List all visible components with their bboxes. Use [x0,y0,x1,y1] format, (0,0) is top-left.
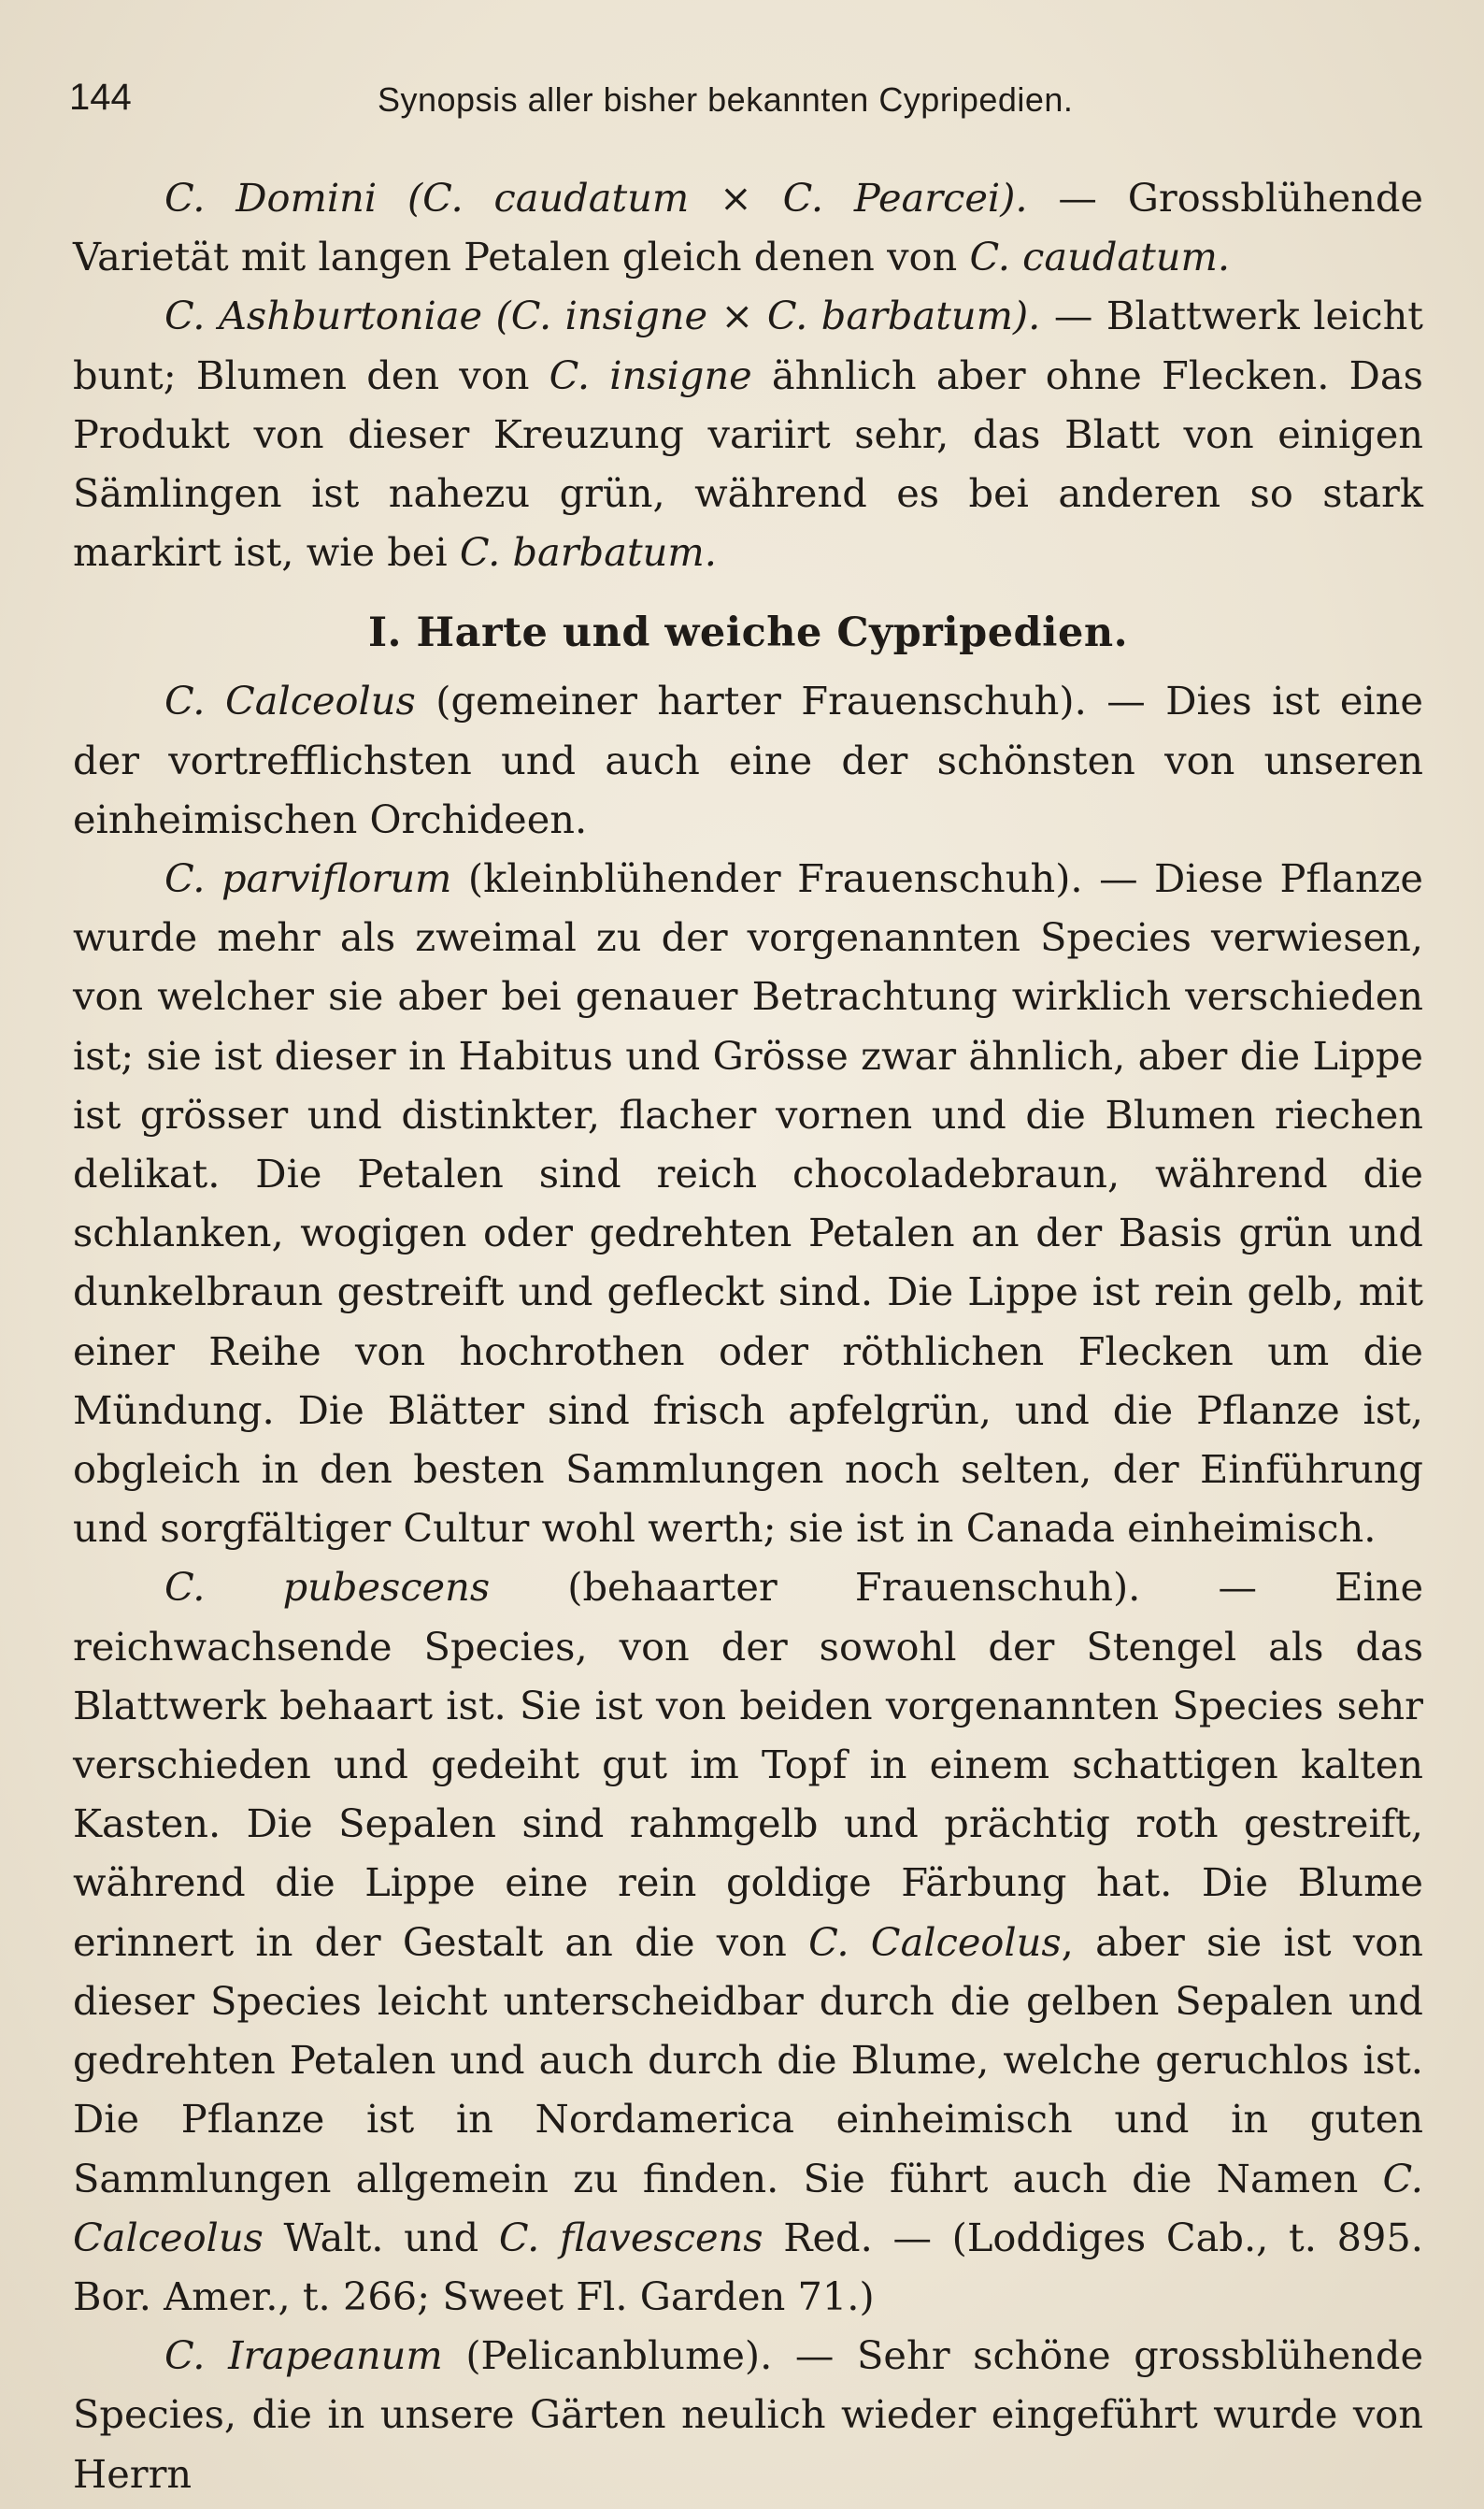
paragraph-text: (gemeiner harter Frauenschuh). — Dies ist eine der vortrefflichsten und auch eine der schönsten von unseren einheimischen Orchideen. [73,678,1423,842]
species-name: C. Irapeanum [164,2332,443,2379]
paragraph-text: — Blattwerk leicht bunt; Blumen den von [73,293,1423,398]
paragraph-text: — Grossblühende Varietät mit langen Petalen gleich denen von [73,175,1423,280]
paragraph-c-irapeanum [73,2326,1423,2503]
species-reference: C. Calceolus [73,2155,1423,2260]
page-number: 144 [69,77,132,118]
species-name: C. pubescens [164,1564,491,1611]
species-reference: C. barbatum. [459,529,717,576]
paragraph-text: (Pelicanblume). — Sehr schöne grossblühende Species, die in unsere Gärten neulich wieder eingeführt wurde von Herrn [73,2332,1424,2497]
species-name: C. Calceolus [164,678,416,724]
paragraph-text: ähnlich aber ohne Flecken. Das Produkt von dieser Kreuzung variirt sehr, das Blatt von einigen Sämlingen ist nahezu grün, während es bei anderen so stark markirt ist, wie bei [73,351,1423,576]
paragraph-c-pubescens [73,1557,1423,2326]
paragraph-text: (behaarter Frauenschuh). — Eine reichwachsende Species, von der sowohl der Stengel als das Blattwerk behaart ist. Sie ist von beiden vorgenannten Species sehr verschieden und gedeiht gut im Topf in einem schattigen kalten Kasten. Die Sepalen sind rahmgelb und prächtig roth gestreift, während die Lippe eine rein goldige Färbung hat. Die Blume erinnert in der Gestalt an die von [73,1564,1424,1965]
paragraph-c-parviflorum [73,849,1423,1557]
running-title: Synopsis aller bisher bekannten Cypripedien. [378,80,1074,119]
paragraph-text: , aber sie ist von dieser Species leicht unterscheidbar durch die gelben Sepalen und gedrehten Petalen und auch durch die Blume, welche geruchlos ist. Die Pflanze ist in Nordamerica einheimisch und in guten Sammlungen allgemein zu finden. Sie führt auch die Namen [73,1918,1423,2201]
species-name: C. parviflorum [164,855,452,902]
species-name: C. Ashburtoniae (C. insigne × C. barbatum). [164,293,1041,339]
species-reference: C. insigne [549,351,752,398]
paragraph-text: Red. — (Loddiges Cab., t. 895. Bor. Amer., t. 266; Sweet Fl. Garden 71.) [73,2214,1423,2319]
page-header [69,77,1424,133]
paragraph-c-ashburtoniae [73,286,1423,581]
paragraph-text: (kleinblühender Frauenschuh). — Diese Pflanze wurde mehr als zweimal zu der vorgenannten Species verwiesen, von welcher sie aber bei genauer Betrachtung wirklich verschieden ist; sie ist dieser in Habitus und Grösse zwar ähnlich, aber die Lippe ist grösser und distinkter, flacher vornen und die Blumen riechen delikat. Die Petalen sind reich chocoladebraun, während die schlanken, wogigen oder gedrehten Petalen an der Basis grün und dunkelbraun gestreift und gefleckt sind. Die Lippe ist rein gelb, mit einer Reihe von hochrothen oder röthlichen Flecken um die Mündung. Die Blätter sind frisch apfelgrün, und die Pflanze ist, obgleich in den besten Sammlungen noch selten, der Einführung und sorgfältiger Cultur wohl werth; sie ist in Canada einheimisch. [73,855,1423,1552]
paragraph-c-domini [73,168,1423,286]
species-reference: C. caudatum. [969,234,1231,280]
page-body [73,168,1423,2503]
paragraph-c-calceolus [73,671,1423,849]
species-reference: C. Calceolus [808,1918,1062,1965]
species-reference: C. flavescens [498,2214,763,2260]
paragraph-text: Walt. und [263,2214,499,2260]
species-name: C. Domini (C. caudatum × C. Pearcei). [164,175,1028,221]
section-heading: I. Harte und weiche Cypripedien. [367,609,1129,657]
